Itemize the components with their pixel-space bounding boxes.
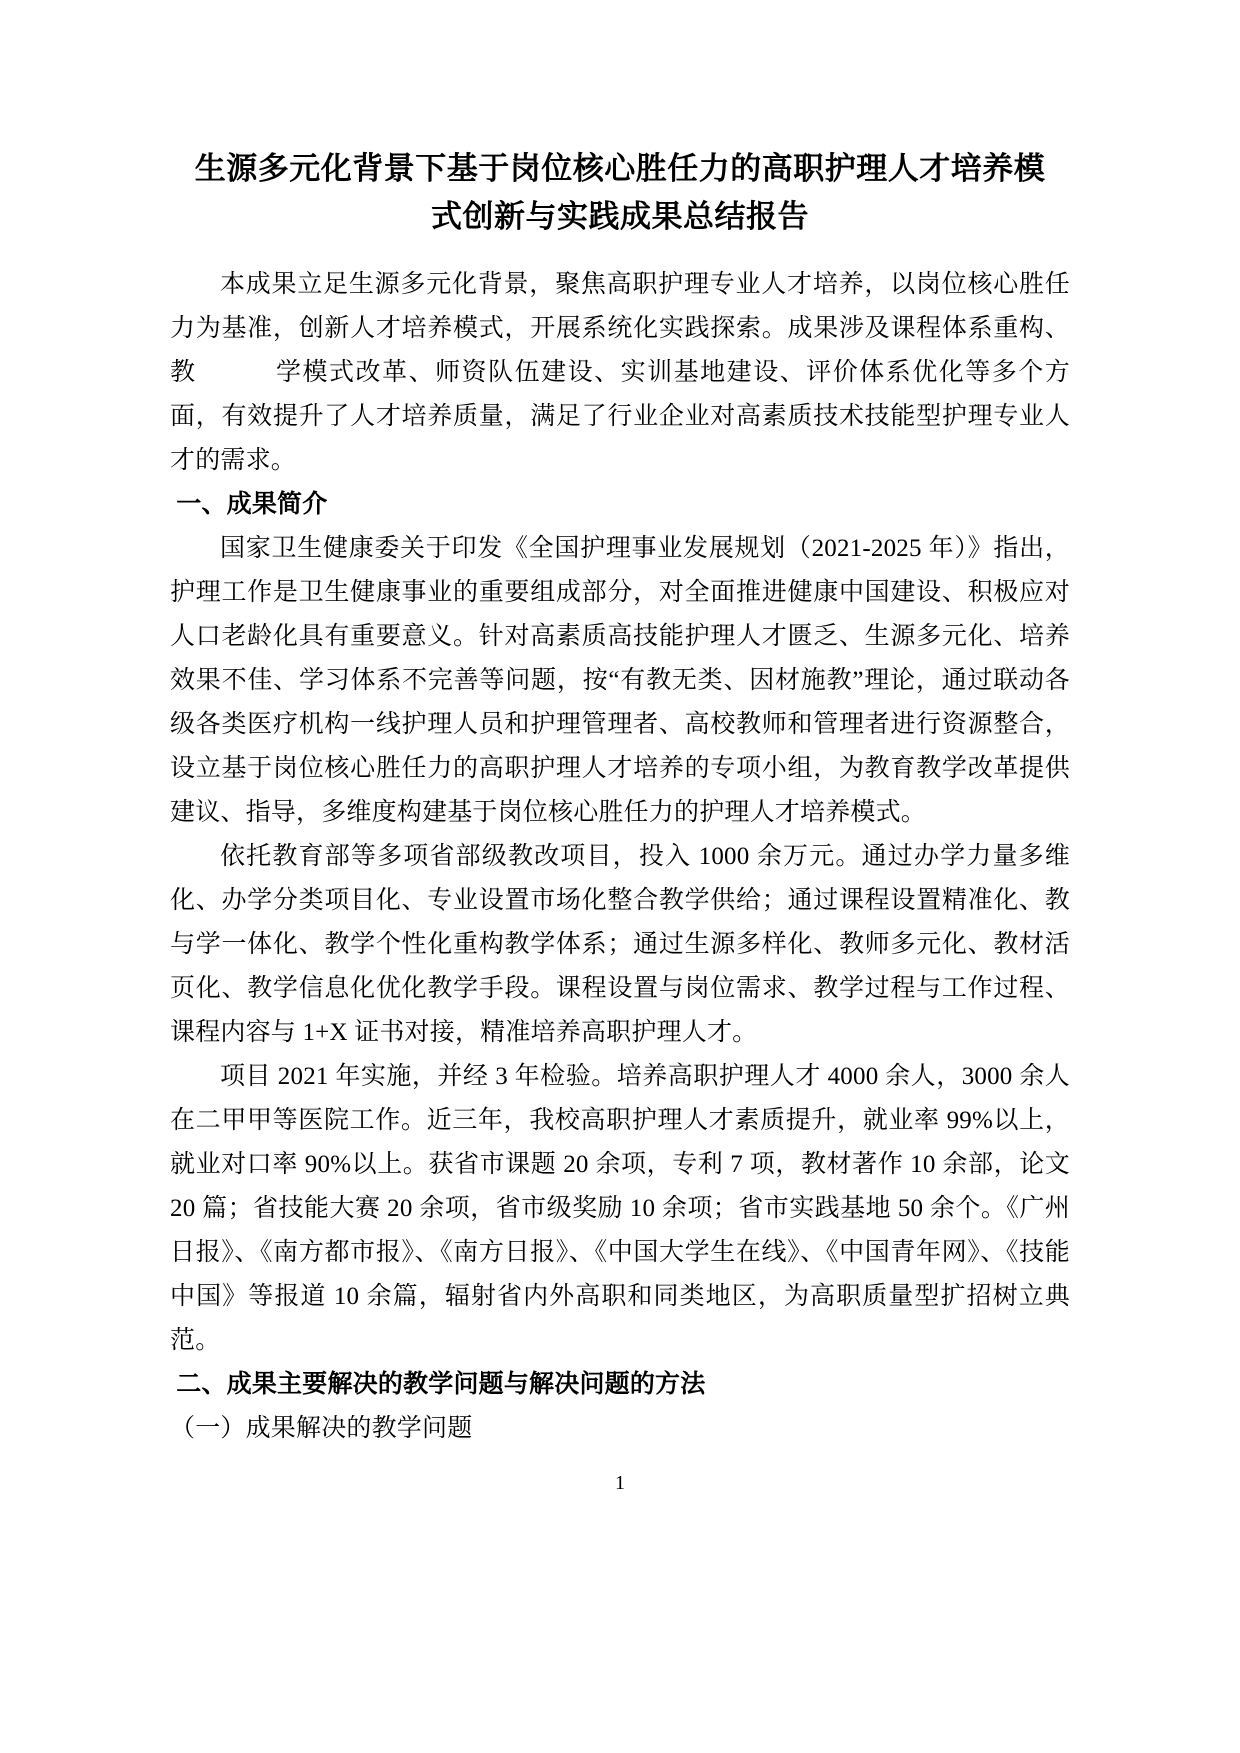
section-1-paragraph-1: 国家卫生健康委关于印发《全国护理事业发展规划（2021-2025 年）》指出，护理工作是卫生健康事业的重要组成部分，对全面推进健康中国建设、积极应对人口老龄化具有重要意义。针对高素质高技能护理人才匮乏、生源多元化、培养效果不佳、学习体系不完善等问题，按“有教无类、因材施教”理论，通过联动各级各类医疗机构一线护理人员和护理管理者、高校教师和管理者进行资源整合，设立基于岗位核心胜任力的高职护理人才培养的专项小组，为教育教学改革提供建议、指导，多维度构建基于岗位核心胜任力的护理人才培养模式。 bbox=[170, 535, 1070, 826]
section-1-heading: 一、成果简介 bbox=[176, 491, 328, 518]
intro-paragraph: 本成果立足生源多元化背景，聚焦高职护理专业人才培养，以岗位核心胜任力为基准，创新人才培养模式，开展系统化实践探索。成果涉及课程体系重构、教 学模式改革、师资队伍建设、实训基地建设、评价体系优化等多个方面，有效提升了人才培养质量，满足了行业企业对高素质技术技能型护理专业人才的需求。 bbox=[170, 271, 1070, 474]
section-2-subheading: （一）成果解决的教学问题 bbox=[170, 1415, 473, 1442]
section-2-heading: 二、成果主要解决的教学问题与解决问题的方法 bbox=[176, 1371, 706, 1398]
document-title: 生源多元化背景下基于岗位核心胜任力的高职护理人才培养模式创新与实践成果总结报告 bbox=[194, 151, 1046, 234]
page-number: 1 bbox=[615, 1472, 625, 1494]
section-1-paragraph-2: 依托教育部等多项省部级教改项目，投入 1000 余万元。通过办学力量多维化、办学分类项目化、专业设置市场化整合教学供给；通过课程设置精准化、教与学一体化、教学个性化重构教学体系；通过生源多样化、教师多元化、教材活页化、教学信息化优化教学手段。课程设置与岗位需求、教学过程与工作过程、课程内容与 1+X 证书对接，精准培养高职护理人才。 bbox=[170, 843, 1070, 1046]
section-1-paragraph-3: 项目 2021 年实施，并经 3 年检验。培养高职护理人才 4000 余人，3000 余人在二甲甲等医院工作。近三年，我校高职护理人才素质提升，就业率 99%以上，就业对口率 90%以上。获省市课题 20 余项，专利 7 项，教材著作 10 余部，论文 20 篇；省技能大赛 20 余项，省市级奖励 10 余项；省市实践基地 50 余个。《广州日报》、《南方都市报》、《南方日报》、《中国大学生在线》、《中国青年网》、《技能中国》等报道 10 余篇，辐射省内外高职和同类地区，为高职质量型扩招树立典范。 bbox=[170, 1063, 1070, 1354]
